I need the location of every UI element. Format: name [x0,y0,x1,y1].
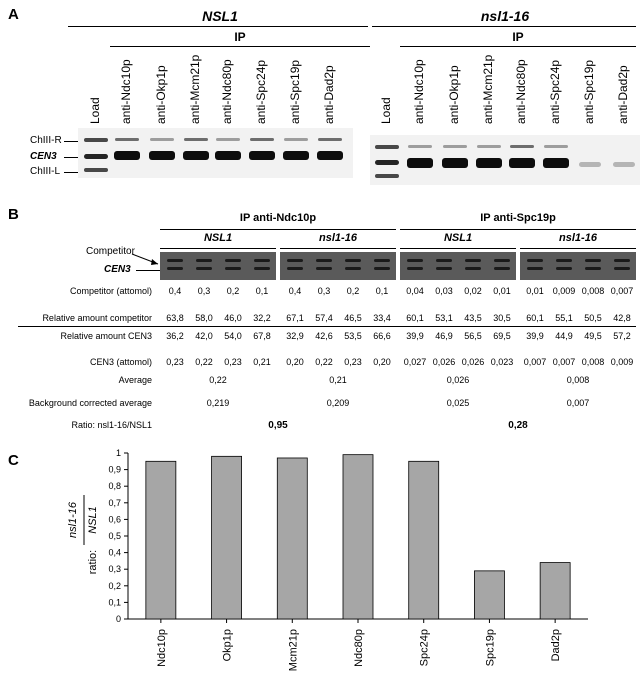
gel-band [318,138,342,141]
gel-band [225,259,241,262]
cell-bg: 0,209 [326,398,350,408]
cell-cen3: 0,23 [224,357,242,367]
gel-band [316,259,332,262]
cell-competitor: 0,3 [197,286,211,296]
cell-rel-cen3: 56,5 [464,331,482,341]
x-tick-label: Ndc80p [353,629,365,667]
gel-band [215,151,241,160]
gel-band [556,267,572,270]
gel-band [225,267,241,270]
gel-band [494,259,510,262]
gel-band [527,259,543,262]
row-label-rel-cen3: Relative amount CEN3 [60,331,152,341]
x-tick-label: Spc19p [484,629,497,667]
cell-average: 0,21 [329,375,347,385]
panel-a-left-ip: IP [234,30,246,44]
panel-c-letter: C [8,452,19,469]
cell-competitor: 0,008 [581,286,605,296]
gel-band [585,259,601,262]
bar-ndc10p [146,461,176,619]
cell-bg: 0,219 [206,398,230,408]
cell-rel-cen3: 66,6 [373,331,391,341]
cell-average: 0,22 [209,375,227,385]
cell-rel-comp: 50,5 [584,313,602,323]
bar-okp1p [212,456,242,619]
cell-cen3: 0,22 [195,357,213,367]
cell-rel-cen3: 53,5 [344,331,362,341]
cell-cen3: 0,20 [286,357,304,367]
cell-rel-cen3: 69,5 [493,331,511,341]
gel-band [114,151,140,160]
y-tick-label: 0,2 [108,580,121,591]
lane-label-anti-dad2p: anti-Dad2p [616,65,630,124]
gel-band [407,158,433,168]
cell-competitor: 0,02 [464,286,482,296]
cell-rel-cen3: 54,0 [224,331,242,341]
cell-rel-comp: 55,1 [555,313,573,323]
gel-band [465,259,481,262]
cell-ratio: 0,95 [268,420,288,431]
cell-bg: 0,007 [566,398,590,408]
row-label-cen3: CEN3 (attomol) [89,357,152,367]
cell-competitor: 0,4 [168,286,182,296]
panel-b-g1-sub1-rule [160,248,276,249]
cell-rel-comp: 63,8 [166,313,184,323]
arrow-chiii-l [64,172,78,173]
gel-band [510,145,534,148]
gel-band [149,151,175,160]
gel-band [249,151,275,160]
x-tick-label: Ndc10p [155,629,168,667]
gel-band [345,267,361,270]
lane-label-anti-mcm21p: anti-Mcm21p [188,54,202,124]
panel-a-right-title: nsl1-16 [480,8,530,24]
cell-average: 0,026 [446,375,470,385]
cell-cen3: 0,027 [403,357,427,367]
gel-band [494,267,510,270]
cell-competitor: 0,01 [526,286,544,296]
gel-band [345,259,361,262]
gel-band [283,151,309,160]
gel-band [250,138,274,141]
cell-competitor: 0,009 [552,286,576,296]
lane-label-anti-spc24p: anti-Spc24p [254,59,268,124]
cell-rel-cen3: 44,9 [555,331,573,341]
cell-rel-comp: 53,1 [435,313,453,323]
y-tick-label: 0,3 [108,564,121,575]
row-label-bg: Background corrected average [28,398,152,408]
bar-mcm21p [277,458,307,619]
panel-b-gel-1 [160,252,276,280]
x-tick-label: Dad2p [550,629,563,662]
gel-band [84,154,108,159]
panel-a-left-rule [68,26,368,27]
cell-competitor: 0,1 [255,286,269,296]
x-tick-label: Mcm21p [287,629,300,672]
y-tick-label: 1 [115,448,121,458]
cell-competitor: 0,2 [346,286,360,296]
lane-label-anti-ndc80p: anti-Ndc80p [220,59,234,124]
panel-a-letter: A [8,6,19,23]
cell-rel-cen3: 36,2 [166,331,184,341]
gel-band [287,267,303,270]
cell-rel-comp: 46,5 [344,313,362,323]
cell-competitor: 0,01 [493,286,511,296]
cell-rel-comp: 58,0 [195,313,213,323]
lane-label-anti-spc24p: anti-Spc24p [548,59,562,124]
gel-band [167,259,183,262]
cell-competitor: 0,3 [317,286,331,296]
cell-bg: 0,025 [446,398,470,408]
panel-a-left-ip-rule [110,46,370,47]
gel-band [407,267,423,270]
gel-band [115,138,139,141]
gel-band [167,267,183,270]
gel-band [375,160,399,165]
y-tick-label: 0,5 [108,531,121,541]
cell-rel-cen3: 42,6 [315,331,333,341]
bar-spc19p [474,571,504,619]
lane-label-anti-mcm21p: anti-Mcm21p [481,54,495,124]
panel-b-group2-rule [400,229,636,230]
gel-band [407,259,423,262]
cell-cen3: 0,008 [581,357,605,367]
y-tick-label: 0,7 [108,497,121,508]
panel-b-g2-sub2-rule [520,248,636,249]
panel-b-g1-nsl1: NSL1 [203,232,233,244]
y-tick-label: 0 [115,614,121,624]
cell-cen3: 0,22 [315,357,333,367]
y-tick-label: 0,4 [108,547,121,558]
band-label-chiii-r: ChIII-R [30,135,62,146]
cell-rel-comp: 33,4 [373,313,391,323]
lane-label-anti-spc19p: anti-Spc19p [288,59,302,124]
cell-rel-comp: 46,0 [224,313,242,323]
gel-band [544,145,568,148]
gel-band [287,259,303,262]
panel-b-letter: B [8,206,19,223]
panel-a-right-rule [372,26,636,27]
arrow-chiii-r [64,141,78,142]
lane-label-anti-spc19p: anti-Spc19p [582,59,596,124]
gel-band [375,174,399,178]
y-axis-label-denominator: NSL1 [87,506,99,534]
panel-b-g2-sub1-rule [400,248,516,249]
panel-a-right-ip-rule [400,46,636,47]
cell-competitor: 0,03 [435,286,453,296]
cell-rel-cen3: 32,9 [286,331,304,341]
lane-label-anti-ndc80p: anti-Ndc80p [514,59,528,124]
lane-label-anti-ndc10p: anti-Ndc10p [119,59,133,124]
gel-band [509,158,535,168]
ratio-bar-chart [0,440,644,686]
gel-band [477,145,501,148]
gel-band [196,267,212,270]
cell-rel-cen3: 39,9 [526,331,544,341]
cell-rel-comp: 60,1 [406,313,424,323]
cell-rel-cen3: 39,9 [406,331,424,341]
lane-label-anti-ndc10p: anti-Ndc10p [412,59,426,124]
gel-band [465,267,481,270]
bar-spc24p [409,461,439,619]
cell-competitor: 0,1 [375,286,389,296]
y-tick-label: 0,8 [108,481,121,492]
cell-competitor: 0,2 [226,286,240,296]
cell-cen3: 0,21 [253,357,271,367]
gel-band [374,267,390,270]
cell-rel-cen3: 49,5 [584,331,602,341]
lane-label-load: Load [88,97,102,124]
cell-cen3: 0,009 [610,357,634,367]
cen3-arrow [136,270,160,271]
cell-rel-cen3: 67,8 [253,331,271,341]
cell-cen3: 0,023 [490,357,514,367]
cell-rel-comp: 60,1 [526,313,544,323]
gel-band [196,259,212,262]
gel-band [443,145,467,148]
panel-a-right-ip: IP [512,30,524,44]
lane-label-anti-okp1p: anti-Okp1p [447,65,461,124]
x-tick-label: Okp1p [221,629,234,662]
panel-b-g1-sub2-rule [280,248,396,249]
cell-rel-comp: 43,5 [464,313,482,323]
cell-cen3: 0,23 [166,357,184,367]
x-tick-label: Spc24p [418,629,431,667]
gel-band [254,259,270,262]
cell-competitor: 0,007 [610,286,634,296]
cell-rel-comp: 57,4 [315,313,333,323]
cell-average: 0,008 [566,375,590,385]
gel-band [317,151,343,160]
row-label-competitor: Competitor (attomol) [69,286,152,296]
bar-ndc80p [343,455,373,619]
gel-band [442,158,468,168]
panel-b-g2-nsl1: NSL1 [443,232,473,244]
y-axis-label-numerator: nsl1-16 [67,501,79,539]
cell-cen3: 0,20 [373,357,391,367]
row-label-rel-comp: Relative amount competitor [42,313,152,323]
gel-band [216,138,240,141]
y-tick-label: 0,6 [108,514,121,525]
cell-competitor: 0,4 [288,286,302,296]
gel-band [614,259,630,262]
row-label-ratio: Ratio: nsl1-16/NSL1 [71,420,152,430]
panel-b-group1-rule [160,229,396,230]
gel-band [284,138,308,141]
gel-band [254,267,270,270]
gel-band [184,138,208,141]
band-label-chiii-l: ChIII-L [30,166,61,177]
cell-cen3: 0,007 [523,357,547,367]
cell-cen3: 0,026 [461,357,485,367]
row-label-average: Average [118,375,152,385]
panel-b-group1-title: IP anti-Ndc10p [239,212,317,224]
gel-band [316,267,332,270]
cell-rel-comp: 67,1 [286,313,304,323]
cell-rel-comp: 32,2 [253,313,271,323]
y-tick-label: 0,1 [108,597,121,608]
cell-rel-cen3: 46,9 [435,331,453,341]
arrow-cen3 [64,157,78,158]
gel-label-cen3: CEN3 [104,264,131,275]
cell-rel-cen3: 42,0 [195,331,213,341]
panel-b-g1-nsl116: nsl1-16 [319,232,357,244]
gel-band [614,267,630,270]
cell-competitor: 0,04 [406,286,424,296]
panel-a-left-title: NSL1 [202,8,238,24]
gel-band [84,138,108,142]
gel-band [374,259,390,262]
gel-band [375,145,399,149]
lane-label-load: Load [379,97,393,124]
bar-dad2p [540,563,570,619]
gel-band [585,267,601,270]
gel-band [476,158,502,168]
cell-rel-comp: 42,8 [613,313,631,323]
gel-band [543,158,569,168]
cell-cen3: 0,026 [432,357,456,367]
panel-b-group2-title: IP anti-Spc19p [480,212,556,224]
gel-band [579,162,601,167]
cell-ratio: 0,28 [508,420,528,431]
gel-label-competitor: Competitor [86,246,135,257]
band-label-cen3: CEN3 [30,151,57,162]
y-tick-label: 0,9 [108,464,121,475]
lane-label-anti-dad2p: anti-Dad2p [322,65,336,124]
gel-band [527,267,543,270]
panel-b-gel-3 [400,252,516,280]
gel-band [150,138,174,141]
y-axis-label-prefix: ratio: [87,549,99,575]
cell-rel-comp: 30,5 [493,313,511,323]
lane-label-anti-okp1p: anti-Okp1p [154,65,168,124]
panel-b-gel-2 [280,252,396,280]
gel-band [84,168,108,172]
panel-b-gel-4 [520,252,636,280]
cell-cen3: 0,23 [344,357,362,367]
cell-cen3: 0,007 [552,357,576,367]
gel-band [556,259,572,262]
gel-band [183,151,209,160]
table-divider [18,326,636,327]
gel-band [436,259,452,262]
cell-rel-cen3: 57,2 [613,331,631,341]
gel-band [436,267,452,270]
gel-band [408,145,432,148]
gel-band [613,162,635,167]
panel-b-g2-nsl116: nsl1-16 [559,232,597,244]
